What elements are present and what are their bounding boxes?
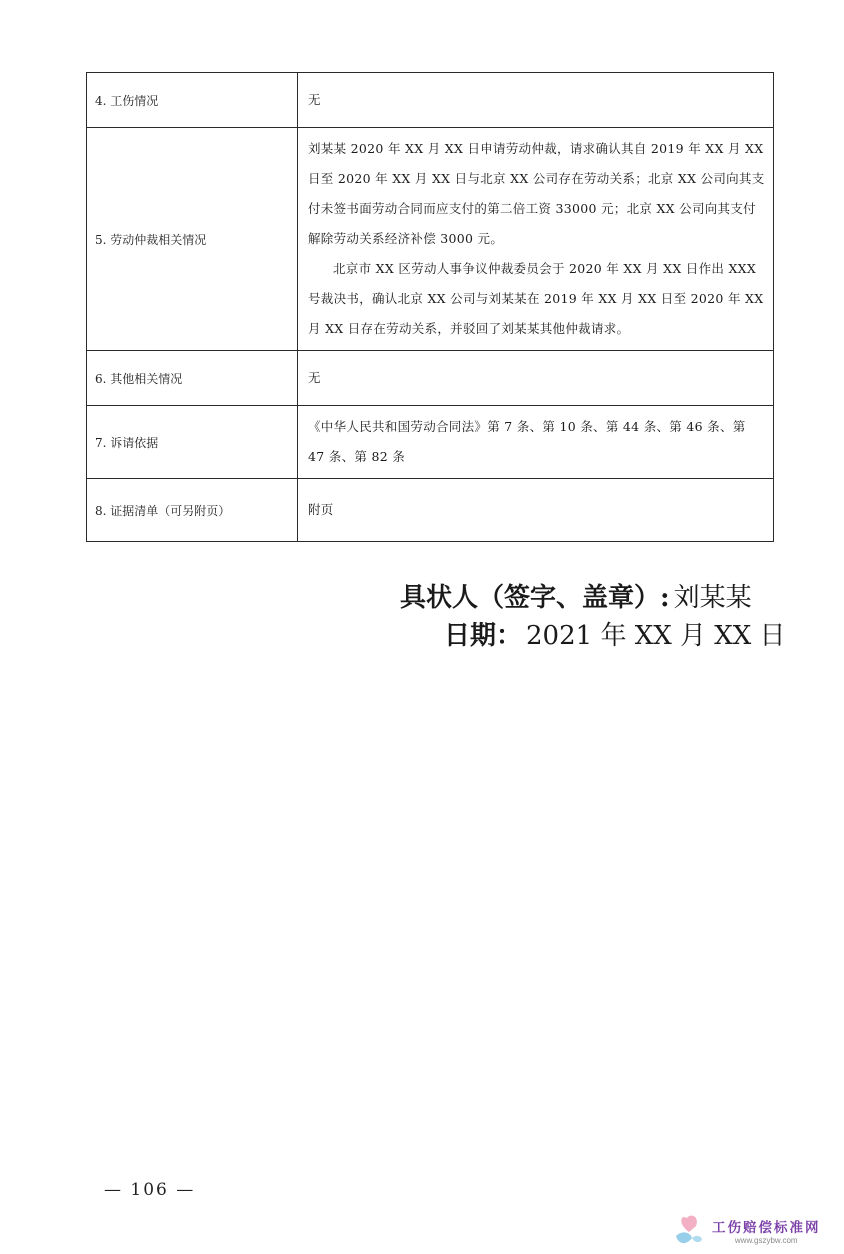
watermark-title: 工伤赔偿标准网 — [712, 1219, 821, 1236]
content-paragraph: 刘某某 2020 年 XX 月 XX 日申请劳动仲裁，请求确认其自 2019 年 XX 月 XX 日至 2020 年 XX 月 XX 日与北京 XX 公司存在劳动关系；北京 XX 公司向其支付未签书面劳动合同而应支付的第二倍工资 33000 元；北京 XX 公司向其支付解除劳动关系经济补偿 3000 元。 — [308, 141, 765, 246]
signature-block — [400, 580, 786, 654]
date-line — [444, 618, 786, 654]
table-row-legal-basis — [87, 406, 774, 479]
content-paragraph: 北京市 XX 区劳动人事争议仲裁委员会于 2020 年 XX 月 XX 日作出 XXX 号裁决书，确认北京 XX 公司与刘某某在 2019 年 XX 月 XX 日至 2020 年 XX 月 XX 日存在劳动关系，并驳回了刘某某其他仲裁请求。 — [308, 261, 764, 336]
content-paragraph: 无 — [308, 370, 321, 385]
table-row-arbitration — [87, 128, 774, 351]
row-label: 7. 诉请依据 — [87, 406, 298, 479]
table-row-other — [87, 351, 774, 406]
complaint-table — [86, 72, 774, 542]
table-row-evidence — [87, 479, 774, 542]
row-label: 5. 劳动仲裁相关情况 — [87, 128, 298, 351]
watermark — [672, 1208, 842, 1252]
butterfly-heart-icon — [672, 1212, 706, 1248]
row-content — [298, 479, 774, 542]
row-content — [298, 406, 774, 479]
table-row-work-injury — [87, 73, 774, 128]
content-paragraph: 无 — [308, 92, 321, 107]
row-content — [298, 351, 774, 406]
date-value: 2021 年 XX 月 XX 日 — [526, 621, 786, 651]
signer-line — [400, 580, 780, 616]
date-label: 日期： — [444, 621, 523, 651]
row-label: 8. 证据清单（可另附页） — [87, 479, 298, 542]
signer-name: 刘某某 — [673, 583, 752, 613]
row-content — [298, 73, 774, 128]
content-paragraph: 附页 — [308, 502, 334, 517]
row-content — [298, 128, 774, 351]
watermark-url: www.gszybw.com — [734, 1235, 798, 1245]
watermark-text — [712, 1216, 821, 1245]
signer-label: 具状人（签字、盖章）: — [400, 583, 670, 613]
content-paragraph: 《中华人民共和国劳动合同法》第 7 条、第 10 条、第 44 条、第 46 条、第 47 条、第 82 条 — [308, 419, 746, 464]
row-label: 4. 工伤情况 — [87, 73, 298, 128]
row-label: 6. 其他相关情况 — [87, 351, 298, 406]
page-number: — 106 — — [104, 1180, 196, 1200]
